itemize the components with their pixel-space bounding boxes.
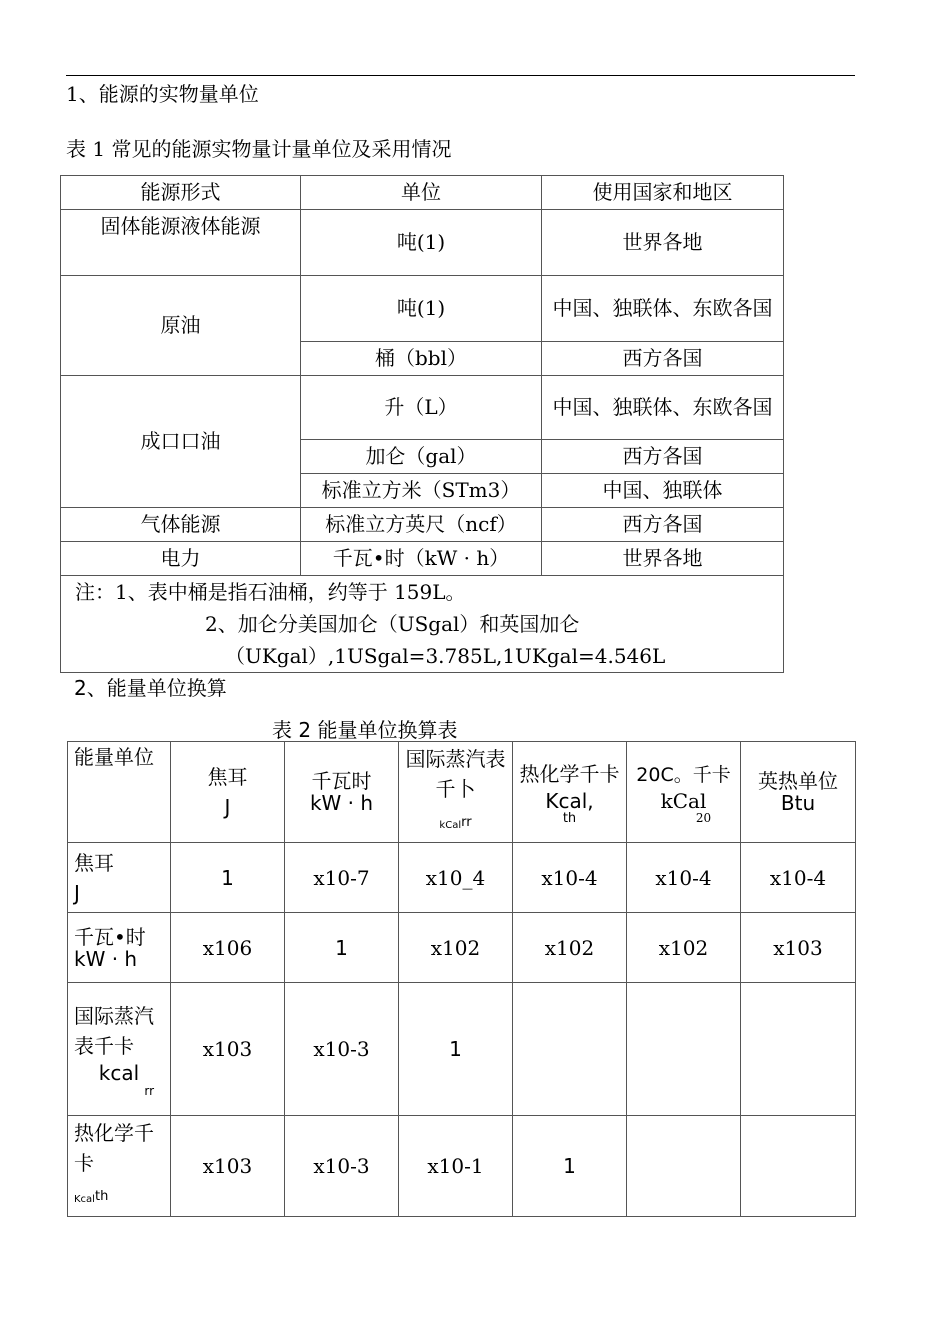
region-cell: 中国、独联体、东欧各国 [542, 376, 784, 440]
value-cell: 1 [285, 913, 399, 983]
row-symbol: J [74, 880, 80, 905]
unit-cell: 千瓦•时（kW · h） [301, 542, 542, 576]
region-cell: 西方各国 [542, 440, 784, 474]
table-row [68, 1116, 856, 1217]
table-row [68, 843, 856, 913]
header-symbol: Btu [780, 791, 816, 815]
col-header-region: 使用国家和地区 [542, 176, 784, 210]
value-cell: x102 [399, 913, 513, 983]
value-cell: x10-3 [285, 983, 399, 1116]
form-cell: 原油 [61, 276, 301, 376]
header-symbol: kCal [660, 789, 707, 813]
value-cell: 1 [513, 1116, 627, 1217]
row-symbol-sub: rr [144, 1084, 154, 1098]
row-symbol-sub: th [94, 1188, 109, 1204]
col-header-btu [741, 742, 856, 843]
section1-heading: 1、能源的实物量单位 [66, 82, 259, 106]
form-cell: 气体能源 [61, 508, 301, 542]
header-symbol [405, 804, 506, 841]
region-cell: 世界各地 [542, 542, 784, 576]
unit-cell: 吨(1) [301, 276, 542, 342]
col-header-kcal-it [399, 742, 513, 843]
col-header-form: 能源形式 [61, 176, 301, 210]
empty-cell [741, 1116, 856, 1217]
row-symbol [74, 1178, 164, 1215]
unit-cell: 标准立方英尺（ncf） [301, 508, 542, 542]
header-text: 国际蒸汽表千卜 [405, 746, 506, 801]
row-label: 国际蒸汽表千卡 [74, 1004, 154, 1058]
conversion-table [67, 741, 856, 1217]
value-cell: x10-7 [285, 843, 399, 913]
table-row [61, 210, 784, 276]
unit-cell: 升（L） [301, 376, 542, 440]
value-cell: x10-4 [627, 843, 741, 913]
unit-table [60, 175, 784, 673]
table-row [61, 508, 784, 542]
value-cell: x10-4 [513, 843, 627, 913]
header-symbol-sub: rr [461, 814, 472, 830]
region-cell: 西方各国 [542, 342, 784, 376]
header-text: 千瓦时 [311, 769, 372, 793]
header-text: 焦耳 [207, 765, 248, 789]
header-text: 20C。千卡 [636, 764, 731, 786]
table-row [68, 913, 856, 983]
unit-cell: 加仑（gal） [301, 440, 542, 474]
header-symbol-sub: th [562, 811, 577, 826]
unit-cell: 标准立方米（STm3） [301, 474, 542, 508]
row-header [68, 913, 171, 983]
row-header [68, 983, 171, 1116]
row-symbol: kW · h [74, 946, 138, 971]
header-symbol: kW · h [309, 791, 374, 815]
col-header-joule [171, 742, 285, 843]
region-cell: 西方各国 [542, 508, 784, 542]
value-cell: x10-4 [741, 843, 856, 913]
top-rule [66, 75, 855, 76]
form-cell: 成口口油 [61, 376, 301, 508]
table-row [61, 376, 784, 440]
value-cell: x103 [171, 1116, 285, 1217]
note-line-3: （UKgal）,1USgal=3.785L,1UKgal=4.546L [225, 644, 666, 668]
table-note [61, 576, 784, 673]
header-text: 英热单位 [758, 769, 838, 793]
table-header-row [61, 176, 784, 210]
empty-cell [627, 1116, 741, 1217]
table-note-row [61, 576, 784, 673]
value-cell: x106 [171, 913, 285, 983]
value-cell: x103 [741, 913, 856, 983]
col-header-kcal-20 [627, 742, 741, 843]
row-header [68, 1116, 171, 1217]
row-label: 热化学千卡 [74, 1120, 154, 1175]
section2-heading: 2、能量单位换算 [74, 676, 227, 700]
value-cell: 1 [171, 843, 285, 913]
header-symbol-sub: 20 [695, 811, 712, 825]
value-cell: 1 [399, 983, 513, 1116]
note-line-1: 注：1、表中桶是指石油桶，约等于 159L。 [75, 580, 466, 604]
header-symbol: J [224, 795, 231, 819]
table-header-row [68, 742, 856, 843]
row-label: 焦耳 [74, 850, 114, 875]
row-label: 千瓦•时 [74, 924, 146, 949]
form-cell: 电力 [61, 542, 301, 576]
form-cell: 固体能源液体能源 [61, 210, 301, 276]
unit-cell: 吨(1) [301, 210, 542, 276]
col-header-kcal-th [513, 742, 627, 843]
region-cell: 世界各地 [542, 210, 784, 276]
table-row [61, 276, 784, 342]
value-cell: x102 [627, 913, 741, 983]
corner-header: 能量单位 [68, 742, 171, 843]
unit-cell: 桶（bbl） [301, 342, 542, 376]
empty-cell [627, 983, 741, 1116]
table2-caption: 表 2 能量单位换算表 [272, 718, 458, 742]
col-header-unit: 单位 [301, 176, 542, 210]
value-cell: x10-1 [399, 1116, 513, 1217]
col-header-kwh [285, 742, 399, 843]
header-symbol-main: kCal [439, 819, 462, 831]
row-symbol: kcal [98, 1061, 140, 1085]
value-cell: x10-3 [285, 1116, 399, 1217]
table1-caption: 表 1 常见的能源实物量计量单位及采用情况 [66, 137, 452, 161]
empty-cell [741, 983, 856, 1116]
region-cell: 中国、独联体、东欧各国 [542, 276, 784, 342]
value-cell: x103 [171, 983, 285, 1116]
table-row [68, 983, 856, 1116]
row-symbol-main: Kcal [74, 1193, 95, 1205]
region-cell: 中国、独联体 [542, 474, 784, 508]
header-text: 热化学千卡 [519, 762, 620, 786]
value-cell: x102 [513, 913, 627, 983]
note-line-2: 2、加仑分美国加仑（USgal）和英国加仑 [205, 612, 580, 636]
row-header [68, 843, 171, 913]
table-row [61, 542, 784, 576]
empty-cell [513, 983, 627, 1116]
value-cell: x10_4 [399, 843, 513, 913]
header-symbol: Kcal, [545, 789, 594, 813]
